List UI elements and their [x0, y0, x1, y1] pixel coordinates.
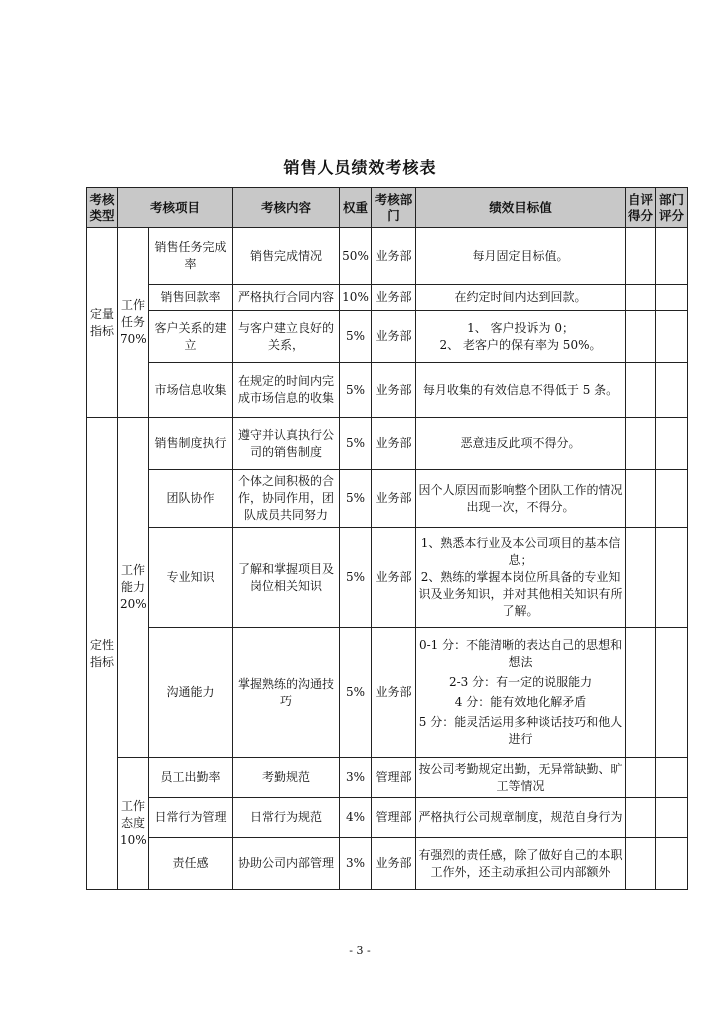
table-row	[87, 838, 688, 890]
cell-target	[416, 228, 626, 285]
cell-target	[416, 628, 626, 758]
cell-self-score[interactable]	[626, 798, 656, 838]
table-row	[87, 418, 688, 470]
cell-weight: 50%	[340, 228, 372, 285]
cell-dept-score[interactable]	[656, 228, 688, 285]
cell-item: 责任感	[149, 838, 233, 890]
cell-content: 协助公司内部管理	[233, 838, 340, 890]
cell-dept-score[interactable]	[656, 470, 688, 528]
performance-table	[86, 187, 688, 890]
cell-weight: 5%	[340, 528, 372, 628]
sub-ability: 工作能力20%	[118, 418, 149, 758]
cell-weight: 10%	[340, 285, 372, 311]
header-weight: 权重	[340, 188, 372, 228]
sub-attitude: 工作态度10%	[118, 758, 149, 890]
cell-dept-score[interactable]	[656, 363, 688, 418]
cell-weight: 5%	[340, 628, 372, 758]
cell-weight: 5%	[340, 363, 372, 418]
cell-weight: 4%	[340, 798, 372, 838]
cell-item: 日常行为管理	[149, 798, 233, 838]
cell-dept-score[interactable]	[656, 838, 688, 890]
table-row	[87, 363, 688, 418]
cell-weight: 5%	[340, 418, 372, 470]
cell-target	[416, 798, 626, 838]
cell-content: 了解和掌握项目及岗位相关知识	[233, 528, 340, 628]
cell-content: 在规定的时间内完成市场信息的收集	[233, 363, 340, 418]
cell-dept: 管理部	[372, 758, 416, 798]
cell-target	[416, 470, 626, 528]
target-line: 有强烈的责任感，除了做好自己的本职工作外，还主动承担公司内部额外	[418, 847, 623, 879]
cell-item: 销售回款率	[149, 285, 233, 311]
cell-dept: 业务部	[372, 228, 416, 285]
cell-self-score[interactable]	[626, 285, 656, 311]
cell-self-score[interactable]	[626, 758, 656, 798]
target-line: 每月收集的有效信息不得低于 5 条。	[422, 382, 619, 397]
cell-weight: 5%	[340, 470, 372, 528]
cell-self-score[interactable]	[626, 418, 656, 470]
target-line: 2、熟练的掌握本岗位所具备的专业知识及业务知识，并对其他相关知识有所了解。	[418, 570, 623, 618]
cell-weight: 3%	[340, 838, 372, 890]
cell-self-score[interactable]	[626, 838, 656, 890]
table-row	[87, 470, 688, 528]
table-row	[87, 528, 688, 628]
table-row	[87, 758, 688, 798]
target-line: 4 分：能有效地化解矛盾	[454, 695, 587, 709]
cell-content: 严格执行合同内容	[233, 285, 340, 311]
target-line: 2-3 分：有一定的说服能力	[448, 675, 593, 689]
cell-dept: 业务部	[372, 363, 416, 418]
cell-dept-score[interactable]	[656, 528, 688, 628]
cell-content: 掌握熟练的沟通技巧	[233, 628, 340, 758]
table-row	[87, 628, 688, 758]
cell-self-score[interactable]	[626, 363, 656, 418]
cell-content: 遵守并认真执行公司的销售制度	[233, 418, 340, 470]
cell-item: 沟通能力	[149, 628, 233, 758]
target-line: 按公司考勤规定出勤，无异常缺勤、旷工等情况	[418, 761, 623, 793]
cell-target	[416, 838, 626, 890]
cell-weight: 5%	[340, 311, 372, 363]
cell-item: 员工出勤率	[149, 758, 233, 798]
cell-item: 团队协作	[149, 470, 233, 528]
cell-target	[416, 311, 626, 363]
cell-content: 个体之间积极的合作，协同作用，团队成员共同努力	[233, 470, 340, 528]
cell-content: 与客户建立良好的关系，	[233, 311, 340, 363]
header-content: 考核内容	[233, 188, 340, 228]
cell-dept: 管理部	[372, 798, 416, 838]
cell-dept: 业务部	[372, 838, 416, 890]
cell-target	[416, 418, 626, 470]
table-row	[87, 798, 688, 838]
header-dept: 考核部门	[372, 188, 416, 228]
cell-dept-score[interactable]	[656, 798, 688, 838]
cell-dept: 业务部	[372, 311, 416, 363]
cell-target	[416, 363, 626, 418]
target-line: 1、熟悉本行业及本公司项目的基本信息；	[420, 536, 621, 567]
header-dept-score: 部门评分	[656, 188, 688, 228]
table-header-row	[87, 188, 688, 228]
cell-item: 专业知识	[149, 528, 233, 628]
cell-target	[416, 528, 626, 628]
target-line: 0-1 分：不能清晰的表达自己的思想和想法	[418, 638, 623, 669]
cell-dept: 业务部	[372, 628, 416, 758]
header-type: 考核类型	[87, 188, 118, 228]
header-target: 绩效目标值	[416, 188, 626, 228]
cell-content: 考勤规范	[233, 758, 340, 798]
header-item: 考核项目	[118, 188, 233, 228]
cell-dept: 业务部	[372, 470, 416, 528]
target-line: 5 分：能灵活运用多种谈话技巧和他人进行	[418, 715, 623, 746]
cell-dept-score[interactable]	[656, 285, 688, 311]
cell-dept-score[interactable]	[656, 758, 688, 798]
page-number: - 3 -	[349, 944, 371, 957]
cell-dept: 业务部	[372, 528, 416, 628]
cell-self-score[interactable]	[626, 628, 656, 758]
target-line: 2、 老客户的保有率为 50%。	[439, 337, 602, 352]
cell-target	[416, 758, 626, 798]
cell-dept: 业务部	[372, 418, 416, 470]
cell-self-score[interactable]	[626, 311, 656, 363]
cell-dept-score[interactable]	[656, 311, 688, 363]
target-line: 1、 客户投诉为 0；	[467, 320, 574, 335]
cell-self-score[interactable]	[626, 470, 656, 528]
target-line: 每月固定目标值。	[472, 248, 569, 263]
header-self-score: 自评得分	[626, 188, 656, 228]
target-line: 严格执行公司规章制度，规范自身行为	[418, 810, 623, 824]
target-line: 恶意违反此项不得分。	[460, 436, 581, 450]
type-quant: 定量指标	[87, 228, 118, 418]
type-qual: 定性指标	[87, 418, 118, 890]
target-line: 因个人原因而影响整个团队工作的情况出现一次，不得分。	[418, 482, 623, 514]
cell-content: 销售完成情况	[233, 228, 340, 285]
sub-task: 工作任务70%	[118, 228, 149, 418]
cell-dept: 业务部	[372, 285, 416, 311]
cell-dept-score[interactable]	[656, 628, 688, 758]
cell-content: 日常行为规范	[233, 798, 340, 838]
table-row	[87, 228, 688, 285]
page-title: 销售人员绩效考核表	[283, 158, 437, 177]
cell-target	[416, 285, 626, 311]
cell-self-score[interactable]	[626, 528, 656, 628]
cell-item: 市场信息收集	[149, 363, 233, 418]
cell-dept-score[interactable]	[656, 418, 688, 470]
cell-item: 销售任务完成率	[149, 228, 233, 285]
target-line: 在约定时间内达到回款。	[454, 290, 587, 304]
cell-weight: 3%	[340, 758, 372, 798]
cell-self-score[interactable]	[626, 228, 656, 285]
cell-item: 客户关系的建立	[149, 311, 233, 363]
table-row	[87, 285, 688, 311]
cell-item: 销售制度执行	[149, 418, 233, 470]
table-row	[87, 311, 688, 363]
